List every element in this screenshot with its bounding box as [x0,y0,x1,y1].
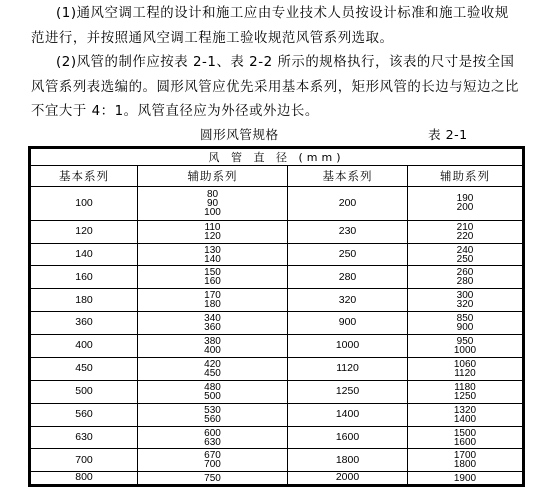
cell-value: 180 [204,299,221,311]
cell-value: 530 [204,404,221,416]
cell-value: 160 [204,276,221,288]
table-cell: 180 [31,289,138,312]
cell-value: 240 [456,244,474,256]
table-cell: 800 [31,472,138,485]
table-cell: 160 [31,266,138,289]
table-cell [408,220,523,243]
table-cell [408,357,523,380]
table-row [31,472,523,485]
table-cell [408,380,523,403]
cell-value: 360 [204,322,221,334]
table-cell: 500 [31,380,138,403]
table-cell [408,312,523,335]
table-cell: 630 [31,426,138,449]
table-title: 圆形风管规格 [200,127,279,142]
spec-table [30,148,523,485]
cell-value: 1000 [453,345,477,357]
table-cell [138,335,288,358]
cell-value: 500 [204,390,221,402]
table-body [31,187,523,485]
cell-value: 1250 [453,390,477,402]
cell-value: 200 [456,202,474,214]
cell-value: 90 [206,197,219,209]
table-cell [138,357,288,380]
cell-value: 850 [456,313,474,325]
table-row [31,403,523,426]
table-row [31,289,523,312]
column-header-aux-2: 辅助系列 [408,166,523,187]
cell-value: 630 [204,436,221,448]
table-cell: 100 [31,187,138,221]
table-cell: 900 [288,312,408,335]
group-header: 风 管 直 径 (mm) [31,149,523,166]
table-column-header-row [31,166,523,187]
table-cell [408,266,523,289]
table-cell: 1400 [288,403,408,426]
table-cell [138,449,288,472]
table-row [31,380,523,403]
cell-value: 700 [204,459,221,471]
cell-value: 340 [204,313,221,325]
table-cell: 1250 [288,380,408,403]
cell-value: 450 [204,367,221,379]
table-cell: 560 [31,403,138,426]
table-row [31,312,523,335]
table-cell [138,380,288,403]
cell-value: 1800 [453,459,477,471]
column-header-aux-1: 辅助系列 [138,166,288,187]
table-cell [138,403,288,426]
table-cell [138,289,288,312]
cell-value: 1120 [454,367,476,379]
cell-value: 260 [456,267,474,279]
table-cell [138,472,288,485]
table-cell [408,426,523,449]
cell-value: 120 [204,230,221,242]
table-cell [138,312,288,335]
table-cell [138,220,288,243]
cell-value: 170 [204,290,221,302]
cell-value: 900 [456,322,474,334]
cell-value: 150 [204,267,221,279]
table-cell: 360 [31,312,138,335]
cell-value: 110 [204,221,221,233]
table-row [31,357,523,380]
table-cell: 700 [31,449,138,472]
cell-value: 220 [456,230,474,242]
cell-value: 560 [204,413,221,425]
table-cell: 450 [31,357,138,380]
table-cell: 1000 [288,335,408,358]
cell-value: 1700 [453,450,477,462]
cell-value: 140 [204,253,221,265]
cell-value: 1900 [453,472,477,484]
table-cell [408,187,523,221]
table-cell [138,243,288,266]
table-cell: 1120 [288,357,408,380]
cell-value: 1060 [453,358,477,370]
cell-value: 1400 [453,413,477,425]
cell-value: 1600 [453,436,477,448]
table-number: 表 2-1 [428,127,468,142]
cell-value: 380 [204,336,221,348]
table-row [31,335,523,358]
table-row [31,187,523,221]
cell-value: 420 [204,358,221,370]
cell-value: 1180 [454,381,476,393]
table-cell: 280 [288,266,408,289]
table-row [31,243,523,266]
table-cell [408,335,523,358]
table-row [31,449,523,472]
table-cell: 2000 [288,472,408,485]
table-cell [408,449,523,472]
cell-value: 320 [456,299,474,311]
table-cell [408,243,523,266]
cell-value: 670 [204,450,221,462]
table-cell: 230 [288,220,408,243]
table-cell: 1600 [288,426,408,449]
table-cell [138,426,288,449]
column-header-basic-2: 基本系列 [288,166,408,187]
cell-value: 480 [204,381,221,393]
cell-value: 130 [204,244,221,256]
table-cell [138,187,288,221]
cell-value: 210 [456,221,474,233]
table-cell [408,403,523,426]
cell-value: 280 [456,276,474,288]
table-cell: 320 [288,289,408,312]
cell-value: 750 [204,472,221,484]
cell-value: 400 [204,345,221,357]
cell-value: 600 [204,427,221,439]
paragraph-1: (1)通风空调工程的设计和施工应由专业技术人员按设计标准和施工验收规范进行，并按照通风空调工程施工验收规范风管系列选取。 [31,6,509,46]
cell-value: 80 [206,188,219,200]
table-row [31,220,523,243]
table-cell [408,472,523,485]
table-row [31,426,523,449]
table-cell [408,289,523,312]
cell-value: 250 [456,253,474,265]
table-row [31,266,523,289]
cell-value: 300 [456,290,474,302]
cell-value: 1320 [453,404,477,416]
cell-value: 1500 [453,427,477,439]
table-cell: 250 [288,243,408,266]
table-cell: 200 [288,187,408,221]
table-cell: 1800 [288,449,408,472]
cell-value: 950 [456,336,474,348]
table-group-header-row [31,149,523,166]
column-header-basic-1: 基本系列 [31,166,138,187]
table-cell [138,266,288,289]
table-cell: 140 [31,243,138,266]
table-cell: 400 [31,335,138,358]
table-cell: 120 [31,220,138,243]
cell-value: 190 [456,193,474,205]
paragraph-2: (2)风管的制作应按表 2-1、表 2-2 所示的规格执行，该表的尺寸是按全国风管系列表选编的。圆形风管应优先采用基本系列，矩形风管的长边与短边之比不宜大于 4：1。风管直径应为外径或外边长。 [31,55,519,119]
round-duct-spec-table [28,146,525,487]
cell-value: 100 [204,206,221,218]
